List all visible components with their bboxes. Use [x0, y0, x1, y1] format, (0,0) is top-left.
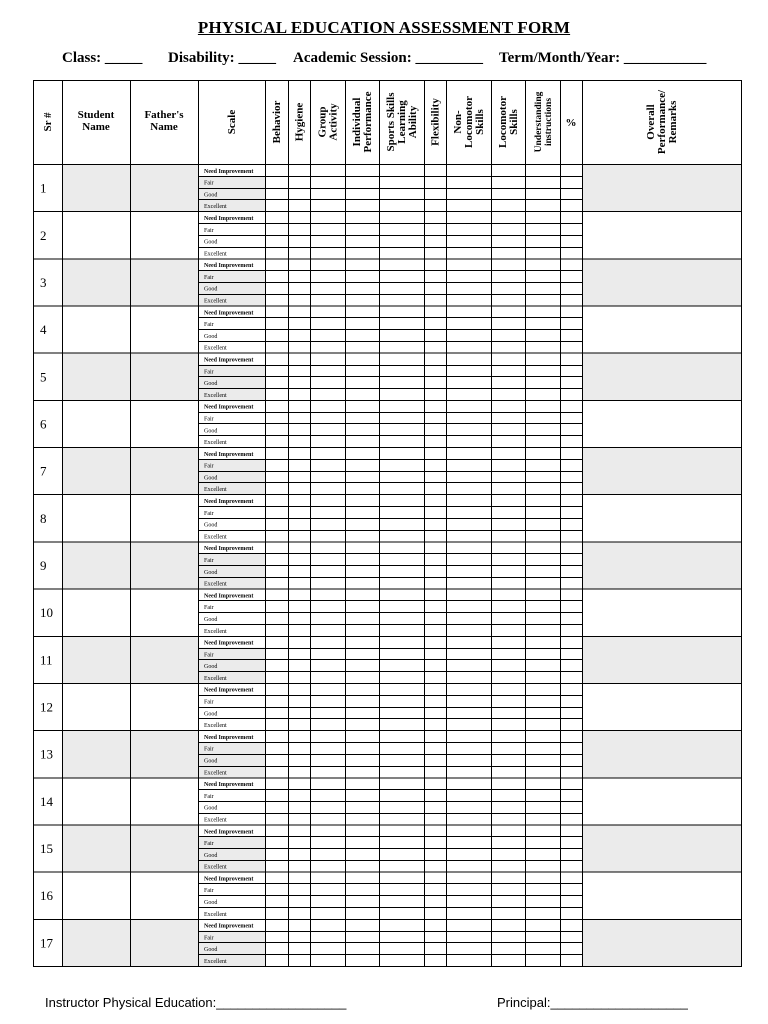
father-name-cell[interactable]	[131, 401, 197, 446]
father-name-cell[interactable]	[131, 307, 197, 352]
scale-label: Excellent	[204, 817, 227, 824]
class-field	[62, 50, 142, 67]
remarks-cell[interactable]	[583, 401, 740, 446]
remarks-cell[interactable]	[583, 495, 740, 540]
scale-label: Need Improvement	[204, 782, 254, 789]
term-field	[499, 50, 706, 67]
scale-label: Fair	[204, 180, 214, 187]
header-8: Sports SkillsLearningAbility	[385, 92, 419, 152]
remarks-cell[interactable]	[583, 637, 740, 682]
student-name-cell[interactable]	[63, 212, 129, 257]
scale-label: Need Improvement	[204, 687, 254, 694]
scale-label: Fair	[204, 274, 214, 281]
scale-label: Fair	[204, 746, 214, 753]
father-name-cell[interactable]	[131, 873, 197, 918]
disability-value[interactable]: _____	[238, 50, 276, 66]
class-value[interactable]: _____	[104, 50, 143, 66]
scale-label: Fair	[204, 227, 214, 234]
row-number: 6	[40, 416, 47, 432]
scale-label: Need Improvement	[204, 310, 254, 317]
student-name-cell[interactable]	[63, 307, 129, 352]
student-name-cell[interactable]	[63, 873, 129, 918]
remarks-cell[interactable]	[583, 873, 740, 918]
scale-label: Fair	[204, 369, 214, 376]
scale-label: Excellent	[204, 534, 227, 541]
header-6: GroupActivity	[316, 103, 340, 141]
scale-label: Fair	[204, 699, 214, 706]
remarks-cell[interactable]	[583, 354, 740, 399]
scale-label: Need Improvement	[204, 168, 254, 175]
scale-label: Good	[204, 381, 218, 388]
remarks-cell[interactable]	[583, 542, 740, 587]
remarks-cell[interactable]	[583, 684, 740, 729]
row-number: 13	[40, 746, 53, 762]
scale-label: Excellent	[204, 204, 227, 211]
scale-label: Good	[204, 428, 218, 435]
father-name-cell[interactable]	[131, 590, 197, 635]
student-name-cell[interactable]	[63, 731, 129, 776]
scale-label: Excellent	[204, 723, 227, 730]
term-label: Term/Month/Year	[499, 50, 616, 66]
header-1: Student Name	[77, 109, 115, 133]
father-name-cell[interactable]	[131, 778, 197, 823]
scale-label: Excellent	[204, 251, 227, 258]
header-2: Father's Name	[144, 109, 184, 133]
header-12: Understandinginstructions	[534, 91, 554, 153]
student-name-cell[interactable]	[63, 778, 129, 823]
scale-label: Good	[204, 664, 218, 671]
header-0: Sr #	[42, 112, 54, 132]
scale-label: Fair	[204, 558, 214, 564]
scale-label: Good	[204, 711, 218, 718]
scale-label: Need Improvement	[204, 451, 254, 458]
row-number: 17	[40, 935, 53, 951]
row-number: 11	[40, 652, 53, 668]
form-title: PHYSICAL EDUCATION ASSESSMENT FORM	[197, 18, 571, 37]
father-name-cell[interactable]	[131, 542, 197, 587]
session-field	[293, 50, 483, 67]
father-name-cell[interactable]	[131, 448, 197, 493]
scale-label: Good	[204, 239, 218, 246]
header-10: Non-LocomotorSkills	[452, 96, 486, 148]
header-3: Scale	[226, 109, 238, 135]
header-14: OverallPerformance/Remarks	[645, 89, 679, 155]
student-name-cell[interactable]	[63, 354, 129, 399]
header-11: LocomotorSkills	[497, 96, 520, 148]
scale-label: Excellent	[204, 298, 227, 305]
remarks-cell[interactable]	[583, 731, 740, 776]
row-number: 9	[40, 558, 47, 573]
scale-label: Excellent	[204, 392, 227, 399]
scale-label: Need Improvement	[204, 923, 254, 930]
scale-label: Need Improvement	[204, 829, 254, 836]
session-value[interactable]: _________	[415, 50, 483, 66]
scale-label: Good	[204, 333, 218, 340]
remarks-cell[interactable]	[583, 259, 740, 304]
header-7: IndividualPerformance	[351, 91, 374, 153]
father-name-cell[interactable]	[131, 259, 197, 304]
scale-label: Excellent	[204, 581, 227, 588]
row-number: 7	[40, 463, 47, 479]
scale-label: Excellent	[204, 770, 227, 777]
remarks-cell[interactable]	[583, 590, 740, 635]
scale-label: Good	[204, 475, 218, 482]
scale-label: Fair	[204, 510, 214, 517]
scale-label: Need Improvement	[204, 499, 254, 506]
scale-label: Excellent	[204, 440, 227, 447]
scale-label: Good	[204, 805, 218, 812]
header-percent: %	[565, 117, 577, 129]
father-name-cell[interactable]	[131, 731, 197, 776]
scale-label: Fair	[204, 463, 214, 470]
scale-label: Excellent	[204, 628, 227, 635]
scale-label: Good	[204, 522, 218, 529]
student-name-cell[interactable]	[63, 495, 129, 540]
scale-label: Good	[204, 852, 218, 859]
scale-label: Excellent	[204, 864, 227, 871]
row-number: 1	[40, 180, 47, 196]
scale-label: Fair	[204, 888, 214, 895]
remarks-cell[interactable]	[583, 165, 740, 210]
scale-label: Need Improvement	[204, 640, 254, 647]
row-number: 2	[40, 227, 47, 243]
student-name-cell[interactable]	[63, 542, 129, 587]
father-name-cell[interactable]	[131, 684, 197, 729]
header-5: Hygiene	[293, 102, 306, 142]
scale-label: Fair	[204, 935, 214, 942]
row-number: 5	[40, 369, 47, 385]
remarks-cell[interactable]	[583, 212, 740, 257]
header-9: Flexibility	[429, 98, 442, 146]
disability-label: Disability:	[168, 50, 235, 66]
row-number: 8	[40, 510, 47, 526]
scale-label: Fair	[204, 605, 214, 612]
scale-label: Excellent	[204, 959, 227, 965]
session-label: Academic Session:	[293, 50, 412, 66]
scale-label: Need Improvement	[204, 404, 254, 411]
remarks-cell[interactable]	[583, 307, 740, 352]
student-name-cell[interactable]	[63, 448, 129, 493]
scale-label: Good	[204, 192, 218, 199]
row-number: 10	[40, 605, 53, 621]
assessment-table	[33, 80, 742, 968]
scale-label: Good	[204, 616, 218, 623]
remarks-cell[interactable]	[583, 448, 740, 493]
scale-label: Fair	[204, 793, 214, 800]
row-number: 16	[40, 888, 53, 904]
scale-label: Need Improvement	[204, 734, 254, 741]
student-name-cell[interactable]	[63, 590, 129, 635]
student-name-cell[interactable]	[63, 684, 129, 729]
father-name-cell[interactable]	[131, 495, 197, 540]
disability-field	[168, 50, 276, 67]
scale-label: Need Improvement	[204, 876, 254, 883]
row-number: 3	[40, 274, 47, 290]
scale-label: Good	[204, 286, 218, 293]
scale-label: Good	[204, 947, 218, 954]
scale-label: Excellent	[204, 345, 227, 352]
scale-label: Excellent	[204, 675, 227, 682]
student-name-cell[interactable]	[63, 165, 129, 210]
term-value[interactable]: : ___________	[615, 50, 707, 66]
student-name-cell[interactable]	[63, 401, 129, 446]
scale-label: Good	[204, 569, 218, 576]
principal-signature-line[interactable]: Principal:___________________	[497, 995, 688, 1010]
scale-label: Fair	[204, 322, 214, 329]
scale-label: Fair	[204, 416, 214, 423]
father-name-cell[interactable]	[131, 825, 197, 870]
father-name-cell[interactable]	[131, 212, 197, 257]
row-number: 14	[40, 793, 53, 809]
scale-label: Need Improvement	[204, 593, 254, 600]
student-name-cell[interactable]	[63, 637, 129, 682]
instructor-signature-line[interactable]: Instructor Physical Education:__________________	[45, 995, 347, 1010]
remarks-cell[interactable]	[583, 920, 740, 965]
father-name-cell[interactable]	[131, 354, 197, 399]
scale-label: Need Improvement	[204, 357, 254, 364]
scale-label: Need Improvement	[204, 263, 254, 270]
remarks-cell[interactable]	[583, 825, 740, 870]
scale-label: Need Improvement	[204, 546, 254, 553]
scale-label: Excellent	[204, 487, 227, 494]
header-4: Behavior	[271, 100, 283, 144]
row-number: 15	[40, 841, 53, 857]
class-label: Class:	[62, 50, 102, 66]
father-name-cell[interactable]	[131, 637, 197, 682]
scale-label: Fair	[204, 652, 214, 659]
row-number: 4	[40, 322, 47, 338]
student-name-cell[interactable]	[63, 920, 129, 965]
scale-label: Good	[204, 758, 218, 765]
scale-label: Excellent	[204, 911, 227, 918]
student-name-cell[interactable]	[63, 259, 129, 304]
student-name-cell[interactable]	[63, 825, 129, 870]
scale-label: Fair	[204, 841, 214, 848]
row-number: 12	[40, 699, 53, 715]
father-name-cell[interactable]	[131, 920, 197, 965]
scale-label: Good	[204, 900, 218, 907]
father-name-cell[interactable]	[131, 165, 197, 210]
remarks-cell[interactable]	[583, 778, 740, 823]
scale-label: Need Improvement	[204, 215, 254, 222]
